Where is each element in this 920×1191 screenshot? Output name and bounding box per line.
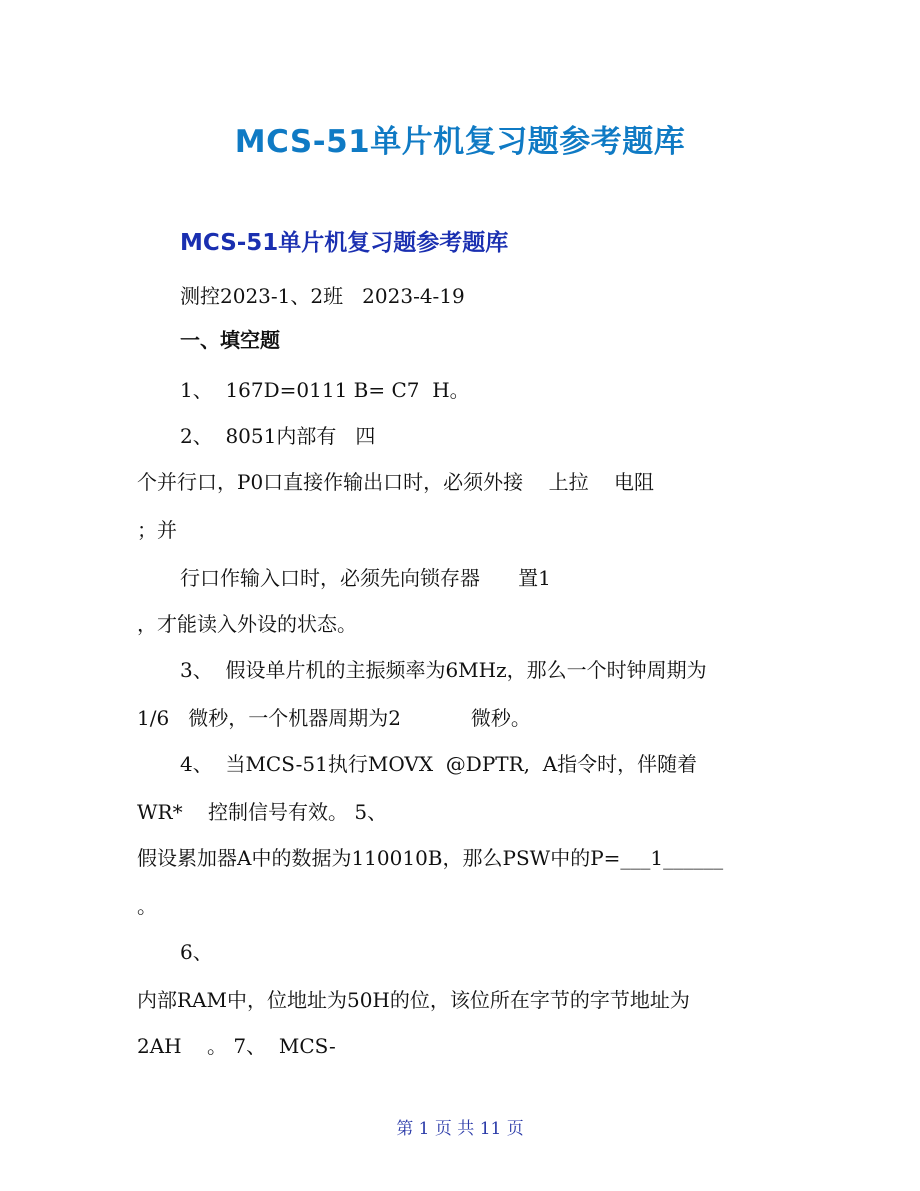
question-2-start: 2、 8051内部有 四	[180, 424, 376, 448]
section-heading: 一、填空题	[180, 328, 280, 352]
question-2-line-3: ；并	[137, 518, 177, 542]
question-1: 1、 167D=0111 B= C7 H。	[180, 378, 470, 402]
document-subtitle: MCS-51单片机复习题参考题库	[180, 230, 509, 256]
question-6-line-2: 内部RAM中，位地址为50H的位，该位所在字节的字节地址为	[137, 988, 690, 1012]
page-title: MCS-51单片机复习题参考题库	[234, 124, 686, 160]
class-date-line: 测控2023-1、2班 2023-4-19	[180, 284, 465, 308]
question-5-line-2: 。	[137, 894, 157, 918]
question-3: 3、 假设单片机的主振频率为6MHz，那么一个时钟周期为	[180, 658, 707, 682]
question-5: 假设累加器A中的数据为110010B，那么PSW中的P=___1______	[137, 846, 724, 870]
question-4: 4、 当MCS-51执行MOVX @DPTR, A指令时，伴随着	[180, 752, 698, 776]
question-6-line-3: 2AH 。 7、 MCS-	[137, 1034, 336, 1058]
question-2-line-5: ，才能读入外设的状态。	[137, 612, 357, 636]
question-3-line-2: 1/6 微秒，一个机器周期为2 微秒。	[137, 706, 531, 730]
page-number-footer: 第 1 页 共 11 页	[396, 1119, 524, 1139]
question-6: 6、	[180, 940, 213, 964]
question-4-line-2: WR* 控制信号有效。 5、	[137, 800, 388, 824]
question-2-line-4: 行口作输入口时，必须先向锁存器 置1	[180, 566, 551, 590]
question-2-line-2: 个并行口，P0口直接作输出口时，必须外接 上拉 电阻	[137, 470, 655, 494]
